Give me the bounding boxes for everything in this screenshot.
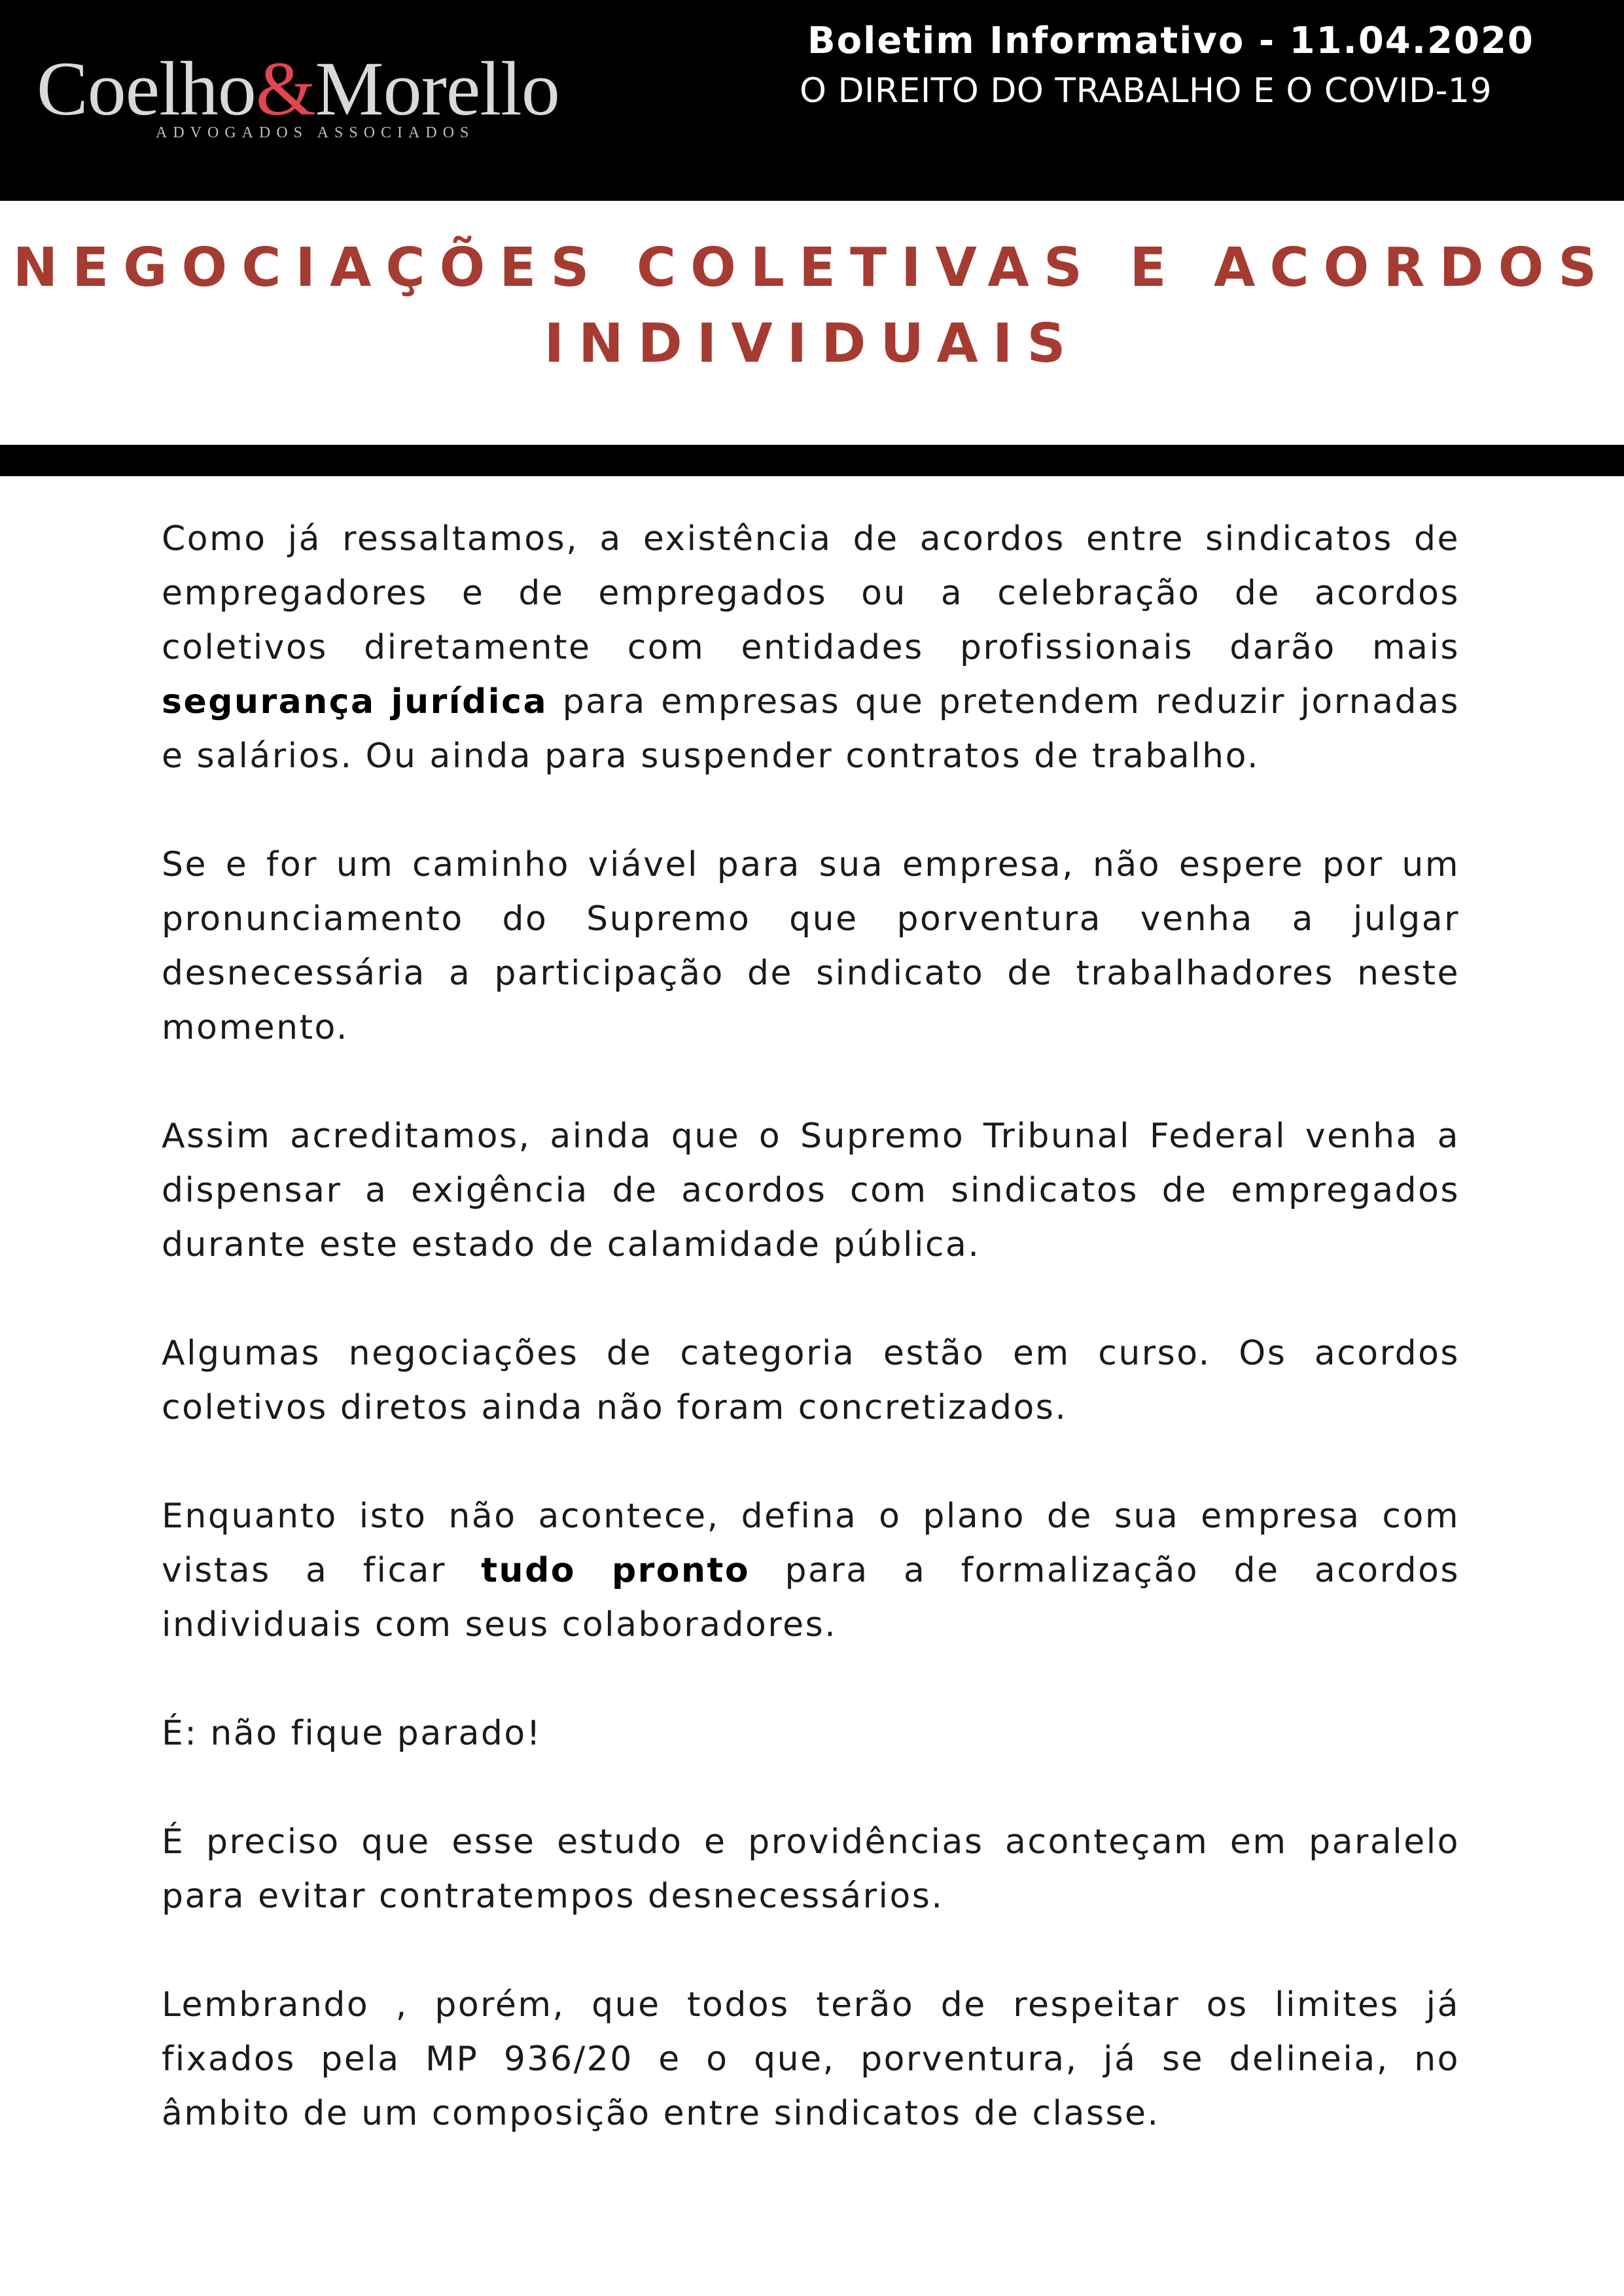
paragraph-5 [162, 1489, 1460, 1652]
paragraph-2: Se e for um caminho viável para sua empresa, não espere por um pronunciamento do Supremo que porventura venha a julgar desnecessária a participação de sindicato de trabalhadores neste momento. [162, 845, 1460, 1047]
paragraph-1-emphasis: segurança jurídica [162, 682, 548, 722]
article-body [162, 512, 1460, 2195]
paragraph-6: É: não fique parado! [162, 1714, 542, 1753]
logo-name-part1: Coelho [37, 46, 256, 131]
paragraph-1-text-b: para empresas que pretendem reduzir jornadas e salários. Ou ainda para suspender contratos de trabalho. [162, 682, 1460, 776]
bulletin-info [800, 20, 1532, 111]
page-title [0, 230, 1624, 382]
company-logo [37, 43, 560, 148]
paragraph-4: Algumas negociações de categoria estão em curso. Os acordos coletivos diretos ainda não foram concretizados. [162, 1334, 1460, 1427]
logo-ampersand: & [255, 46, 315, 131]
paragraph-5-emphasis: tudo pronto [481, 1551, 750, 1590]
logo-wordmark [37, 43, 559, 135]
paragraph-5-text-a: Enquanto isto não acontece, defina o plano de sua empresa com vistas a ficar [162, 1497, 1460, 1590]
bulletin-title: Boletim Informativo - 11.04.2020 [807, 20, 1534, 62]
logo-tagline: ADVOGADOS ASSOCIADOS [156, 124, 475, 141]
header-bar [0, 0, 1624, 201]
paragraph-8: Lembrando , porém, que todos terão de respeitar os limites já fixados pela MP 936/20 e o que, porventura, já se delineia, no âmbito de um composição entre sindicatos de classe. [162, 1985, 1460, 2133]
bulletin-subtitle: O DIREITO DO TRABALHO E O COVID-19 [800, 71, 1492, 111]
paragraph-1 [162, 512, 1460, 784]
paragraph-7: É preciso que esse estudo e providências aconteçam em paralelo para evitar contratempos desnecessários. [162, 1822, 1460, 1916]
section-divider [0, 445, 1624, 476]
paragraph-3: Assim acreditamos, ainda que o Supremo Tribunal Federal venha a dispensar a exigência de acordos com sindicatos de empregados durante este estado de calamidade pública. [162, 1117, 1460, 1264]
page-title-line2: INDIVIDUAIS [544, 313, 1080, 375]
logo-name-part2: Morello [315, 46, 559, 131]
page-title-line1: NEGOCIAÇÕES COLETIVAS E ACORDOS [12, 237, 1612, 299]
paragraph-5-text-b: para a formalização de acordos individuais com seus colaboradores. [162, 1551, 1460, 1644]
paragraph-1-text-a: Como já ressaltamos, a existência de acordos entre sindicatos de empregadores e de empregados ou a celebração de acordos coletivos diretamente com entidades profissionais darão mais [162, 519, 1460, 667]
